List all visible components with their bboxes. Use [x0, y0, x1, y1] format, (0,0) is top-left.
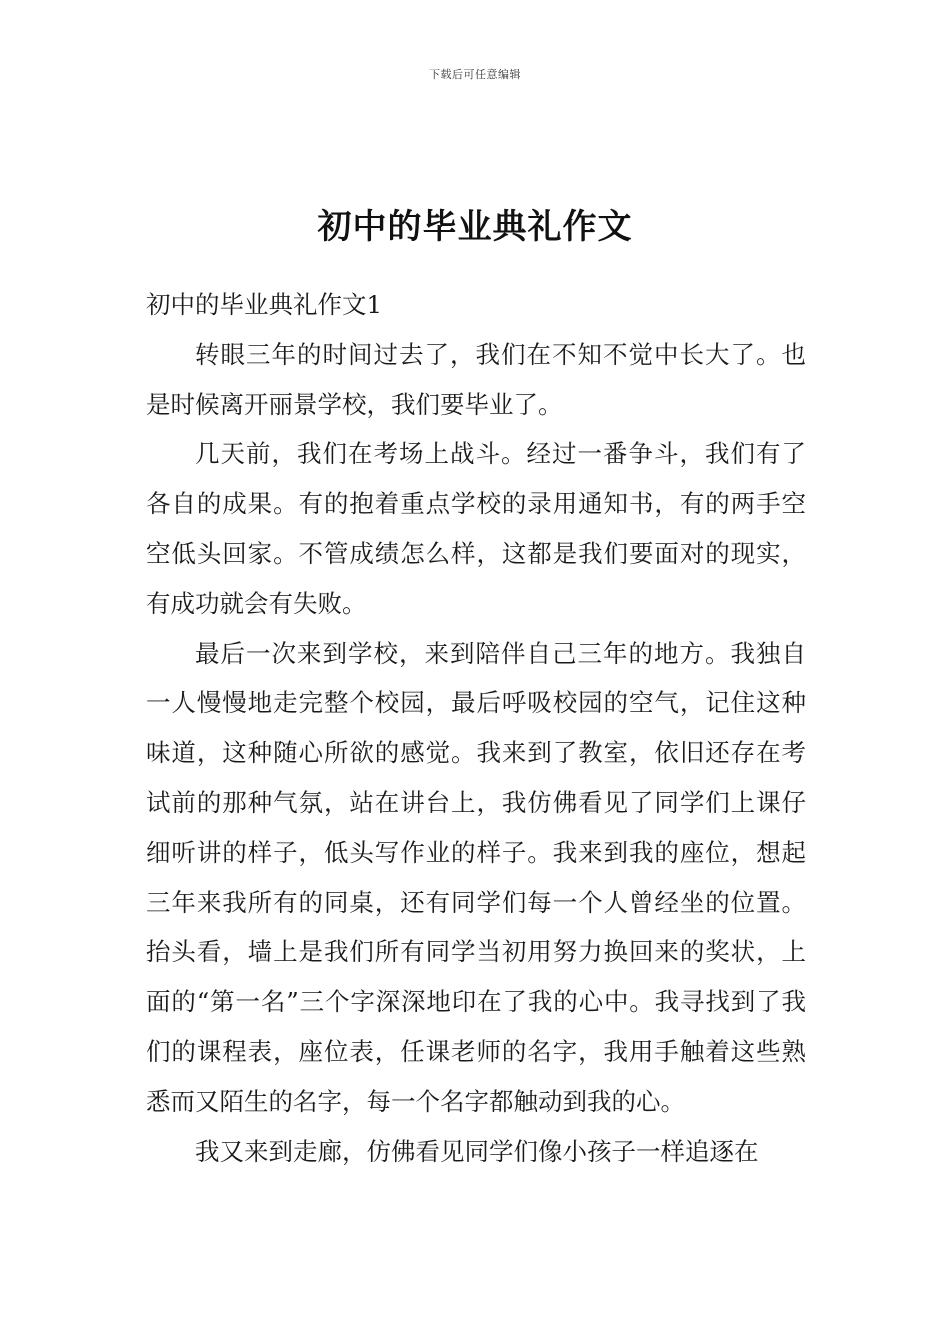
document-title: 初中的毕业典礼作文 — [317, 206, 633, 247]
paragraph-3: 最后一次来到学校，来到陪伴自己三年的地方。我独自一人慢慢地走完整个校园，最后呼吸校园的空气，记住这种味道，这种随心所欲的感觉。我来到了教室，依旧还存在考试前的那种气氛，站在讲台上，我仿佛看见了同学们上课仔细听讲的样子，低头写作业的样子。我来到我的座位，想起三年来我所有的同桌，还有同学们每一个人曾经坐的位置。抬头看，墙上是我们所有同学当初用努力换回来的奖状，上面的“第一名”三个字深深地印在了我的心中。我寻找到了我们的课程表，座位表，任课老师的名字，我用手触着这些熟悉而又陌生的名字，每一个名字都触动到我的心。 — [146, 638, 806, 1116]
paragraph-1: 转眼三年的时间过去了，我们在不知不觉中长大了。也是时候离开丽景学校，我们要毕业了。 — [146, 339, 806, 419]
section-heading: 初中的毕业典礼作文1 — [146, 290, 383, 319]
paragraph-4: 我又来到走廊，仿佛看见同学们像小孩子一样追逐在 — [195, 1136, 759, 1166]
paragraph-2: 几天前，我们在考场上战斗。经过一番争斗，我们有了各自的成果。有的抱着重点学校的录用通知书，有的两手空空低头回家。不管成绩怎么样，这都是我们要面对的现实，有成功就会有失败。 — [146, 439, 806, 618]
header-note: 下载后可任意编辑 — [429, 68, 521, 81]
document-body — [146, 280, 806, 1176]
